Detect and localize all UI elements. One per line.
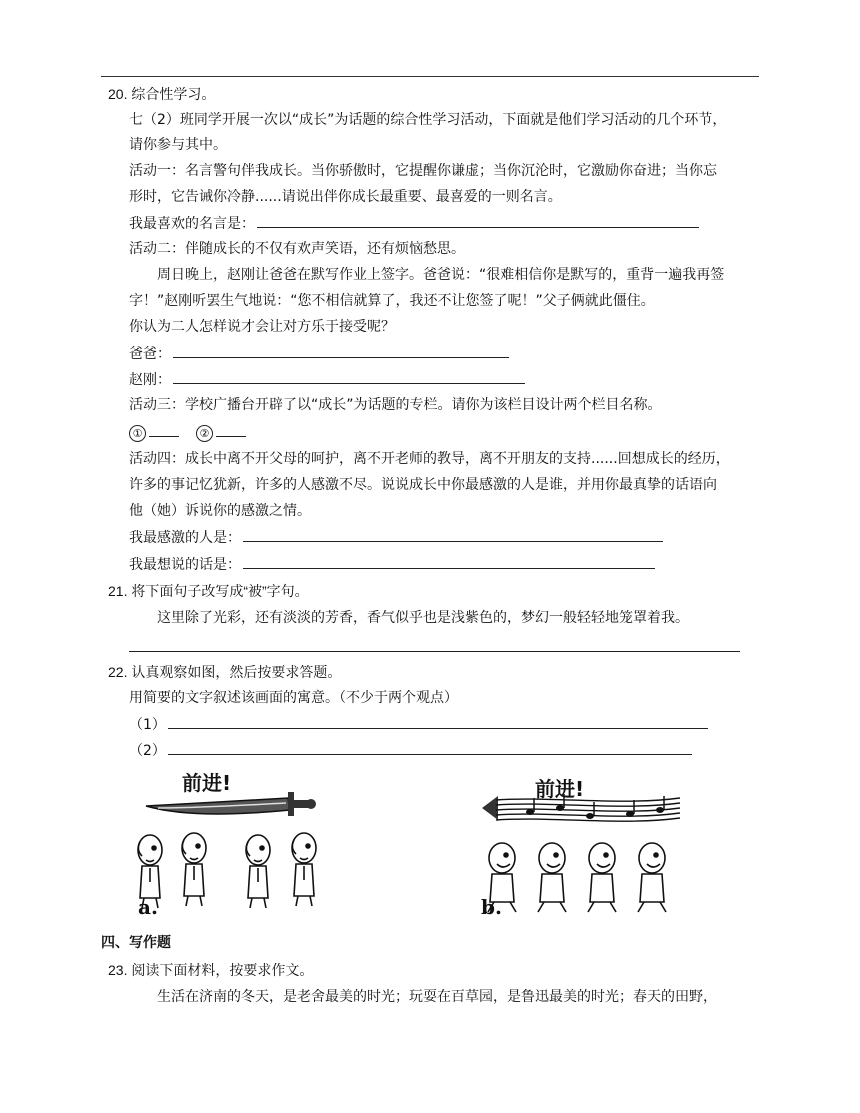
q20-title: 20. 综合性学习。 (108, 86, 216, 102)
q20-activity4-line3: 他（她）诉说你的感激之情。 (129, 503, 311, 519)
q20-activity4-line2: 许多的事记忆犹新，许多的人感激不尽。说说成长中你最感激的人是谁，并用你最真挚的话语向 (129, 477, 717, 493)
cartoon-a-label: a. (138, 895, 158, 919)
q20-intro-line1: 七（2）班同学开展一次以“成长”为话题的综合性学习活动，下面就是他们学习活动的几个环节， (129, 112, 727, 128)
zhao-label: 赵刚： (129, 372, 171, 388)
q20-grateful-answer (129, 526, 663, 549)
column-name-2-blank[interactable] (216, 421, 246, 437)
cartoon-a-title: 前进! (182, 771, 232, 795)
q22-answer-1 (129, 713, 708, 736)
column-name-1-blank[interactable] (149, 421, 179, 437)
q20-activity2-line3: 字！”赵刚听罢生气地说：“您不相信就算了，我还不让您签了呢！”父子俩就此僵住。 (129, 293, 655, 309)
q20-dad-answer (129, 342, 509, 365)
option2-marker: ② (196, 425, 213, 442)
sword-guard-icon (288, 792, 294, 816)
q20-words-answer (129, 553, 655, 576)
q22-answer-2 (129, 739, 692, 762)
q21-sentence: 这里除了光彩，还有淡淡的芳香，香气似乎也是浅紫色的，梦幻一般轻轻地笼罩着我。 (157, 610, 689, 626)
option1-marker: ① (129, 425, 146, 442)
q23-title: 23. 阅读下面材料，按要求作文。 (108, 962, 314, 978)
happy-men-icon (488, 843, 666, 912)
grateful-label: 我最感激的人是： (129, 530, 241, 546)
answer2-blank[interactable] (168, 739, 692, 755)
q22-instruction: 用简要的文字叙述该画面的寓意。（不少于两个观点） (129, 690, 458, 706)
q20-activity2-line1: 活动二：伴随成长的不仅有欢声笑语，还有烦恼愁思。 (129, 241, 465, 257)
q20-zhao-answer (129, 368, 525, 391)
q20-motto-answer (129, 212, 699, 235)
q20-activity2-line2: 周日晚上，赵刚让爸爸在默写作业上签字。爸爸说：“很难相信你是默写的，重背一遍我再签 (157, 267, 725, 283)
zhao-answer-blank[interactable] (173, 368, 525, 384)
q20-activity4-line1: 活动四：成长中离不开父母的呵护，离不开老师的教导，离不开朋友的支持......回想成长的经历， (129, 451, 730, 467)
q20-intro-line2: 请你参与其中。 (129, 137, 227, 153)
q22-title: 22. 认真观察如图，然后按要求答题。 (108, 664, 342, 680)
motto-answer-blank[interactable] (257, 212, 699, 228)
motto-answer-label: 我最喜欢的名言是： (129, 216, 255, 232)
q21-answer-line[interactable] (129, 651, 740, 652)
q21-title: 21. 将下面句子改写成“被”字句。 (108, 583, 309, 599)
q23-text-line1: 生活在济南的冬天，是老舍最美的时光；玩耍在百草园，是鲁迅最美的时光；春天的田野， (157, 989, 717, 1005)
answer1-blank[interactable] (168, 713, 708, 729)
q20-activity3-line1: 活动三：学校广播台开辟了以“成长”为话题的专栏。请你为该栏目设计两个栏目名称。 (129, 397, 662, 413)
q20-activity3-options (129, 421, 246, 444)
q20-activity2-line4: 你认为二人怎样说才会让对方乐于接受呢？ (129, 319, 395, 335)
answer2-label: （2） (129, 743, 166, 759)
q20-activity1-line1: 活动一：名言警句伴我成长。当你骄傲时，它提醒你谦虚；当你沉沦时，它激励你奋进；当你忘 (129, 163, 717, 179)
q20-activity1-line2: 形时，它告诫你冷静......请说出伴你成长最重要、最喜爱的一则名言。 (129, 189, 562, 205)
top-rule (101, 76, 759, 77)
grateful-answer-blank[interactable] (243, 526, 663, 542)
dad-answer-blank[interactable] (173, 342, 509, 358)
words-answer-blank[interactable] (243, 553, 655, 569)
answer1-label: （1） (129, 717, 166, 733)
words-label: 我最想说的话是： (129, 557, 241, 573)
dad-label: 爸爸： (129, 346, 171, 362)
section4-title: 四、写作题 (101, 935, 171, 951)
cartoon-b-label: b. (481, 895, 502, 919)
arrow-head-icon (482, 796, 498, 820)
cartoon-b-title: 前进! (535, 777, 585, 801)
worried-men-icon (138, 833, 316, 908)
